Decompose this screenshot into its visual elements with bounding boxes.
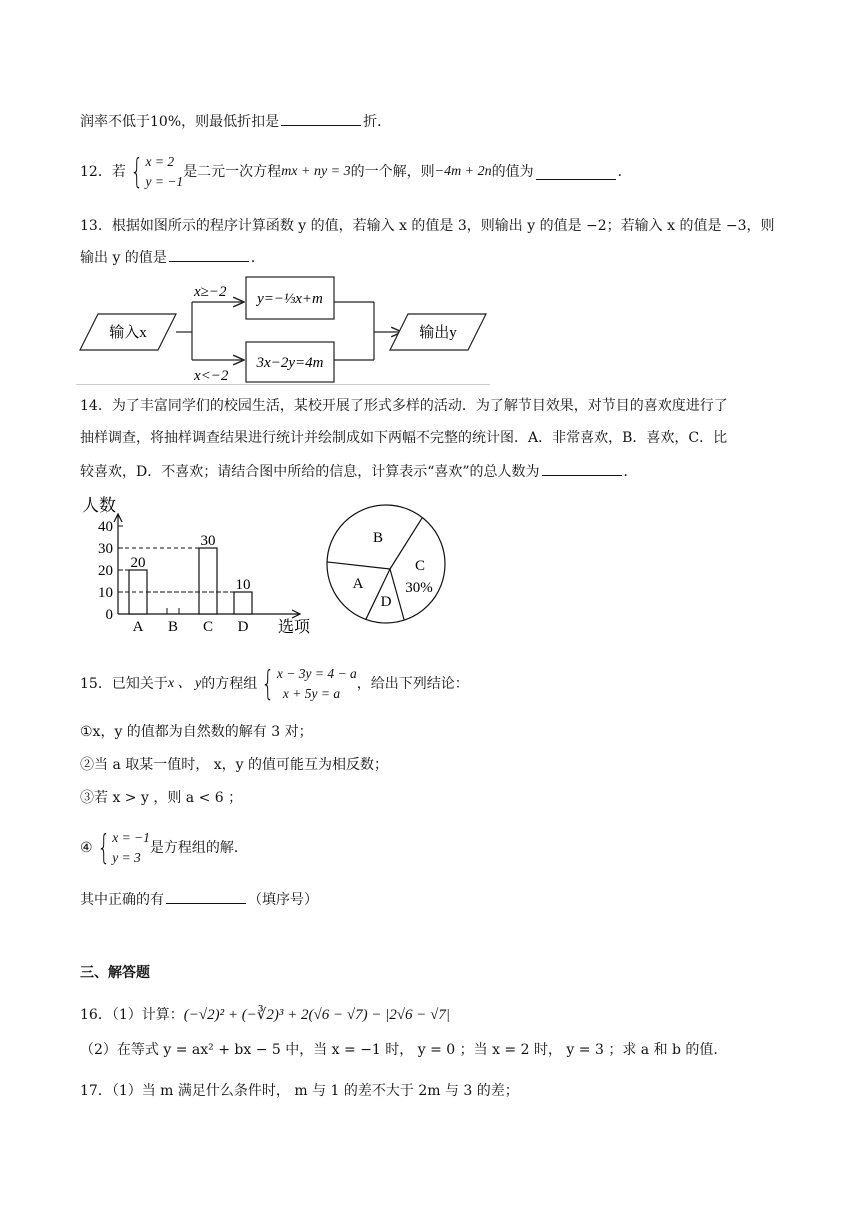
q15-eq2: x + 5y = a bbox=[282, 686, 341, 701]
slice-label-a: A bbox=[352, 576, 364, 592]
category-label: A bbox=[132, 619, 144, 635]
q15-conclusion-4 bbox=[80, 826, 248, 870]
cond-bottom: x<−2 bbox=[194, 368, 229, 384]
left-brace: { bbox=[130, 152, 144, 192]
bar-d bbox=[234, 592, 252, 614]
q16-part1-label: 16．（1）计算： bbox=[80, 1007, 184, 1023]
x-axis-label: 选项 bbox=[278, 619, 311, 636]
q15-c4-eq1: x = −1 bbox=[112, 830, 150, 845]
q12-tail: 的值为 bbox=[491, 164, 534, 180]
q15-answer-text: 其中正确的有 bbox=[80, 892, 164, 908]
divider bbox=[76, 384, 490, 385]
q13-line2 bbox=[80, 247, 265, 268]
q15-mid: 的方程组 bbox=[201, 676, 258, 692]
q13-line2-text: 输出 y 的值是 bbox=[80, 250, 167, 266]
category-label: B bbox=[167, 619, 179, 635]
q15-c4-tail: 是方程组的解． bbox=[149, 840, 248, 856]
answer-blank bbox=[169, 247, 249, 262]
y-tick-label: 0 bbox=[105, 607, 113, 623]
y-axis-label: 人数 bbox=[82, 496, 116, 515]
q15-c4-system bbox=[93, 828, 150, 868]
q11-suffix: 折． bbox=[363, 114, 392, 130]
output-label: 输出y bbox=[419, 325, 457, 341]
q15-num: 15．已知关于 bbox=[80, 676, 168, 692]
answer-blank bbox=[542, 461, 622, 476]
q12-expr: −4m + 2n bbox=[434, 164, 492, 179]
answer-blank bbox=[536, 165, 616, 180]
q12-system bbox=[126, 152, 183, 192]
q15-conclusion-3: ③若 x > y ，则 a < 6 ； bbox=[80, 790, 243, 806]
bar-a bbox=[129, 570, 147, 614]
q15-system bbox=[257, 664, 356, 704]
program-flowchart bbox=[76, 272, 496, 388]
q15-answer-tail: （填序号） bbox=[248, 892, 318, 908]
q15-tail: ，给出下列结论： bbox=[356, 676, 469, 692]
y-tick-label: 20 bbox=[98, 563, 113, 579]
q14-end: ． bbox=[623, 464, 638, 480]
q11-text: 润率不低于10%，则最低折扣是 bbox=[80, 114, 280, 130]
q13-end: ． bbox=[250, 250, 265, 266]
q15-eq1: x − 3y = 4 − a bbox=[276, 666, 357, 681]
q14-line1: 14．为了丰富同学们的校园生活，某校开展了形式多样的活动．为了解节目效果，对节目的喜欢度进行了 bbox=[80, 398, 728, 414]
q14-line3-text: 较喜欢，D．不喜欢；请结合图中所给的信息，计算表示“喜欢”的总人数为 bbox=[80, 464, 540, 480]
slice-label-b: B bbox=[372, 530, 384, 546]
question-12 bbox=[80, 152, 632, 192]
slice-percent-c: 30% bbox=[405, 580, 433, 596]
q16-part1 bbox=[80, 1000, 450, 1030]
answer-blank bbox=[281, 111, 361, 126]
bar-value-label: 20 bbox=[130, 555, 146, 571]
q14-line3 bbox=[80, 461, 638, 482]
q12-mid2: 的一个解，则 bbox=[350, 164, 435, 180]
q12-eq1: x = 2 bbox=[145, 154, 175, 169]
q12-eq2: y = −1 bbox=[145, 174, 184, 189]
bar-value-label: 30 bbox=[200, 533, 216, 549]
q16-part1-expr: (−√2)² + (−∛2)³ + 2(√6 − √7) − |2√6 − √7| bbox=[183, 1007, 451, 1023]
bar-chart bbox=[70, 494, 320, 640]
q11-tail bbox=[80, 111, 391, 132]
q15-conclusion-1: ①x，y 的值都为自然数的解有 3 对； bbox=[80, 724, 313, 740]
slice-label-d: D bbox=[380, 594, 392, 610]
left-brace: { bbox=[96, 828, 110, 868]
slice-label-c: C bbox=[414, 558, 426, 574]
category-label: C bbox=[202, 619, 214, 635]
pie-chart bbox=[324, 500, 454, 630]
q12-mid: 是二元一次方程 bbox=[183, 164, 282, 180]
q13-line1: 13．根据如图所示的程序计算函数 y 的值，若输入 x 的值是 3，则输出 y 的值是 −2；若输入 x 的值是 −3，则 bbox=[80, 218, 775, 234]
bar-c bbox=[199, 548, 217, 614]
q14-line2: 抽样调查，将抽样调查结果进行统计并绘制成如下两幅不完整的统计图．A．非常喜欢，B．喜欢，C．比 bbox=[80, 430, 728, 446]
q15-c4-num: ④ bbox=[80, 840, 93, 856]
q12-equation: mx + ny = 3 bbox=[281, 164, 351, 179]
q16-part2: （2）在等式 y = ax² + bx − 5 中，当 x = −1 时， y = 0 ；当 x = 2 时， y = 3 ；求 a 和 b 的值． bbox=[80, 1042, 728, 1058]
q15-conclusion-2: ②当 a 取某一值时， x，y 的值可能互为相反数； bbox=[80, 757, 388, 773]
q17-part1: 17．（1）当 m 满足什么条件时， m 与 1 的差不大于 2m 与 3 的差； bbox=[80, 1083, 519, 1099]
left-brace: { bbox=[261, 664, 275, 704]
box-top-formula: y=−⅓x+m bbox=[257, 291, 323, 307]
bar-value-label: 10 bbox=[235, 577, 251, 593]
cond-top: x≥−2 bbox=[194, 284, 227, 300]
input-label: 输入x bbox=[109, 325, 147, 341]
box-bottom-formula: 3x−2y=4m bbox=[256, 355, 324, 371]
y-tick-label: 40 bbox=[98, 519, 113, 535]
y-tick-label: 30 bbox=[98, 541, 113, 557]
answer-blank bbox=[166, 889, 246, 904]
q15-answer bbox=[80, 889, 318, 910]
q12-num: 12．若 bbox=[80, 164, 126, 180]
section-heading: 三、解答题 bbox=[80, 965, 150, 981]
q15-c4-eq2: y = 3 bbox=[112, 850, 141, 865]
q12-end: ． bbox=[617, 164, 632, 180]
question-15 bbox=[80, 662, 469, 706]
y-tick-label: 10 bbox=[98, 585, 113, 601]
category-label: D bbox=[237, 619, 249, 635]
q15-vars: x 、 y bbox=[167, 676, 202, 691]
